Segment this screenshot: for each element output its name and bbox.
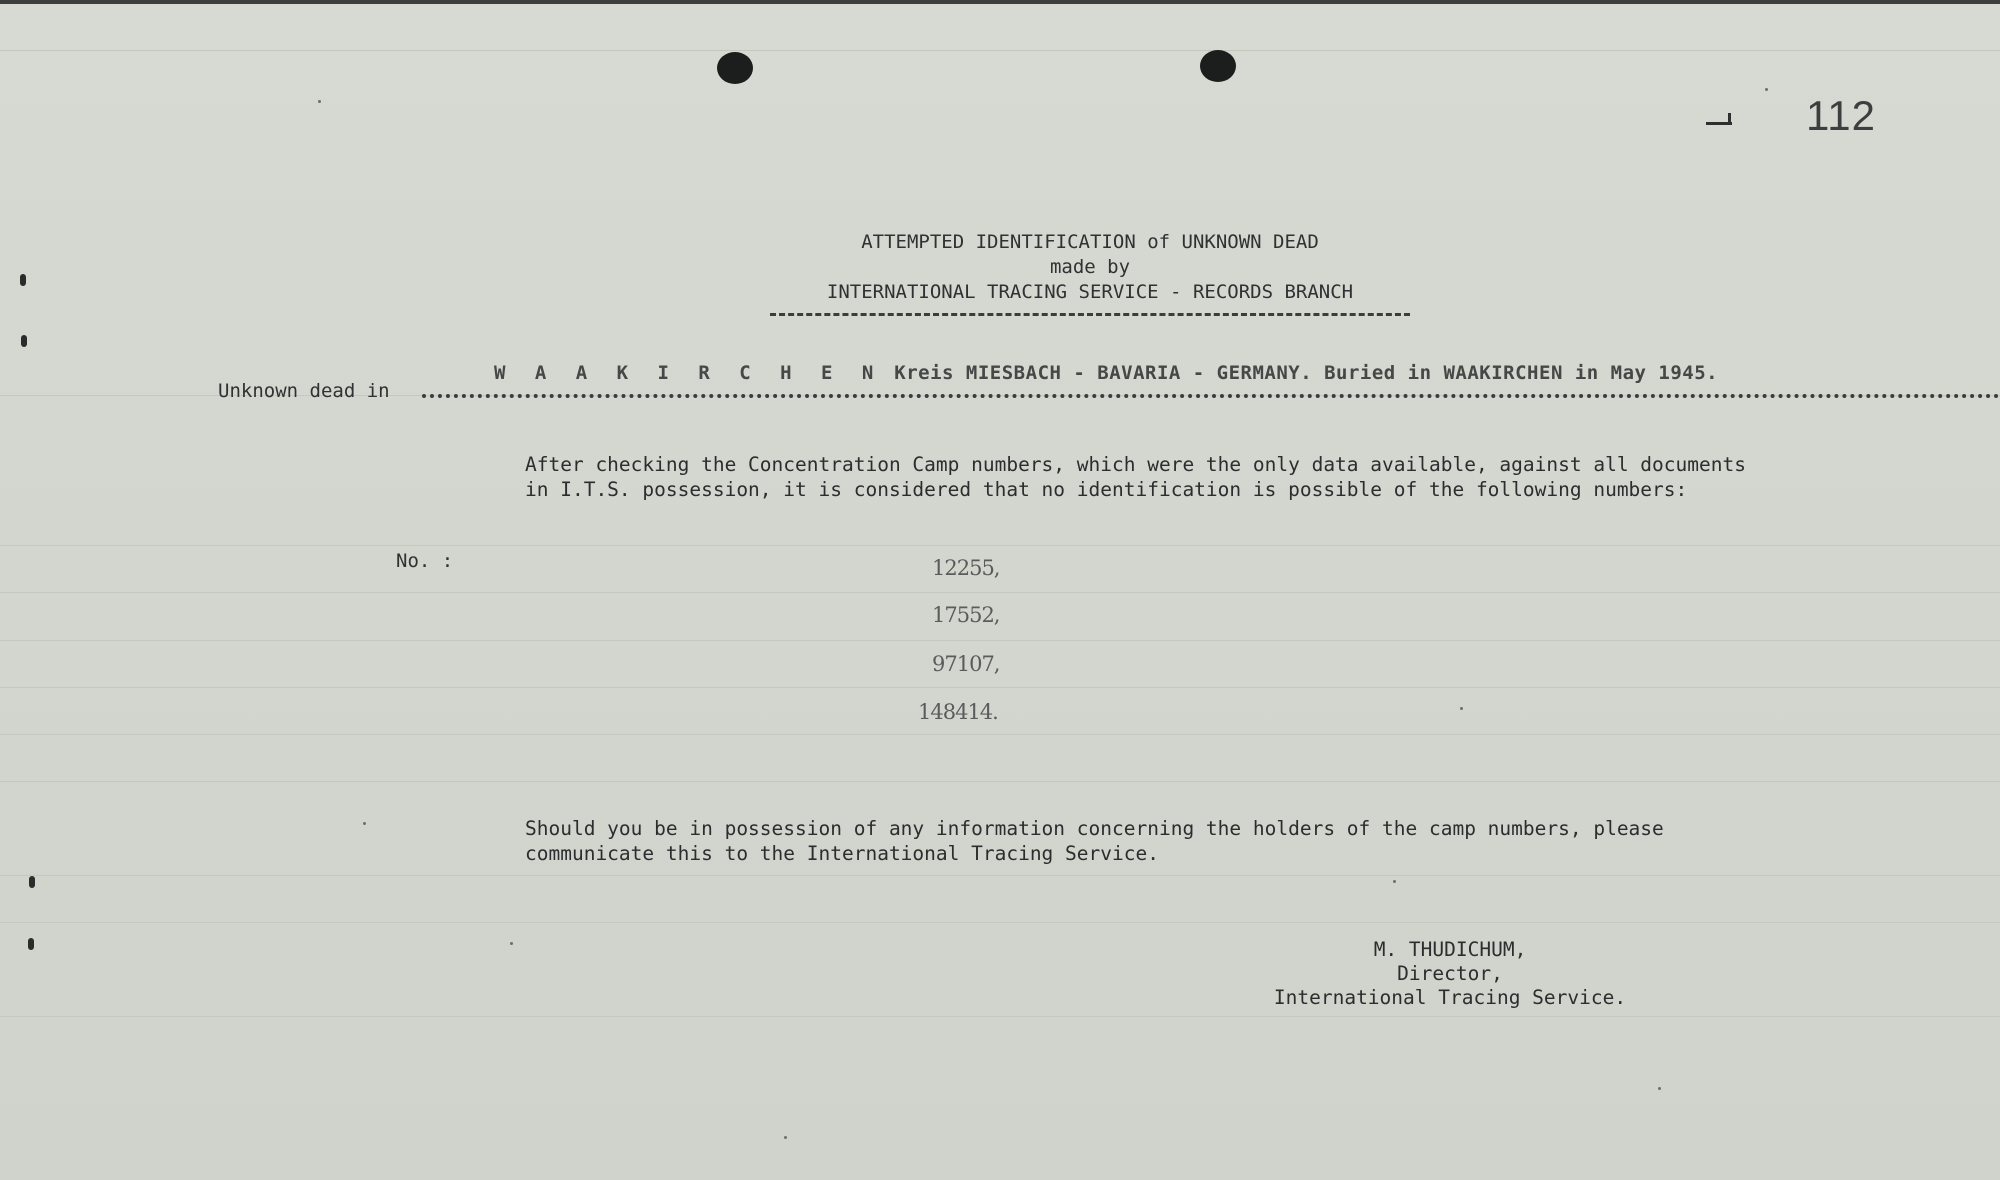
speck [1460, 707, 1463, 710]
speck [318, 100, 321, 103]
place-name: W A A K I R C H E N [494, 362, 883, 384]
page-number: 112 [1806, 92, 1876, 139]
burial-place [494, 362, 1718, 384]
punch-hole-right [1200, 50, 1236, 82]
ruled-line [0, 687, 2000, 688]
signatory-organization: International Tracing Service. [1273, 986, 1627, 1009]
camp-number: 12255, [932, 556, 1000, 580]
heading-line-1: ATTEMPTED IDENTIFICATION of UNKNOWN DEAD [861, 231, 1319, 253]
ruled-line [0, 781, 2000, 782]
speck [1393, 880, 1396, 883]
camp-number: 97107, [932, 652, 1000, 676]
camp-number: 148414. [918, 700, 998, 724]
place-details: Kreis MIESBACH - BAVARIA - GERMANY. Buried in WAAKIRCHEN in May 1945. [894, 362, 1719, 384]
speck [784, 1136, 787, 1139]
signatory-title: Director, [1397, 962, 1503, 985]
camp-number: 17552, [932, 603, 1000, 627]
heading-line-2: made by [1049, 256, 1131, 278]
speck [1765, 88, 1768, 91]
numbers-label: No. : [396, 550, 454, 572]
ruled-line [0, 1016, 2000, 1017]
request-paragraph: Should you be in possession of any information concerning the holders of the camp numbers, please communicate this to the International Tracing Service. [525, 817, 1664, 865]
top-edge [0, 0, 2000, 4]
heading-underline [770, 313, 1410, 316]
ruled-line [0, 875, 2000, 876]
punch-hole-left [717, 52, 753, 84]
ruled-line [0, 592, 2000, 593]
signature-block [1250, 938, 1650, 1010]
signatory-name: M. THUDICHUM, [1373, 938, 1527, 961]
dotted-fill-line [422, 394, 2000, 398]
ruled-line [0, 545, 2000, 546]
ruled-line [0, 922, 2000, 923]
speck [363, 822, 366, 825]
ruled-line [0, 734, 2000, 735]
pen-mark [1728, 113, 1731, 123]
edge-mark [21, 335, 27, 347]
unknown-dead-label: Unknown dead in [218, 380, 390, 402]
heading-line-3: INTERNATIONAL TRACING SERVICE - RECORDS BRANCH [826, 281, 1354, 303]
checking-paragraph: After checking the Concentration Camp numbers, which were the only data available, against all documents in I.T.S. possession, it is considered that no identification is possible of the following numbers: [525, 453, 1746, 501]
edge-mark [29, 876, 35, 888]
ruled-line [0, 50, 2000, 51]
speck [1658, 1087, 1661, 1090]
speck [510, 942, 513, 945]
edge-mark [20, 274, 26, 286]
document-heading [740, 230, 1440, 316]
ruled-line [0, 640, 2000, 641]
edge-mark [28, 938, 34, 950]
